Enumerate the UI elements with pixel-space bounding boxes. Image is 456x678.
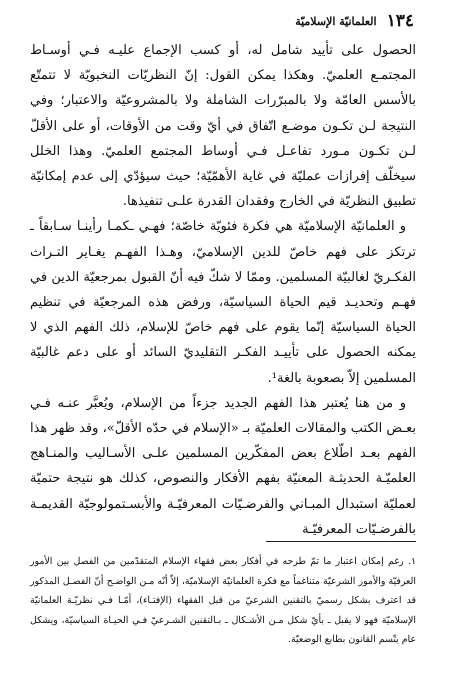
footnote: ١. رغم إمكان اعتبار ما تمّ طرحه في أفكار بعض فقهاء الإسلام المتقدّمين من الفصل بين الأمور العرفيّة والأمور الشرعيّة متناغماً مع فكرة العلمانيّة الإسلاميّة، إلاّ أنّه مـن الواضـح أنّ الفصـل المذكور قد اعترف بشكل رسميّ بالتقنين الشرعيّ من قبل الفقهاء (الإفتـاء)، أمّـا فـي نظريّـة العلمانيّة الإسلاميّة فهو لا يقبل ـ بأيّ شكل مـن الأشـكال ـ بـالتقنين الشـرعيّ فـي الحيـاة السياسيّة، ويشكل عام يتّسم القانون بطابع الوضعيّة. bbox=[30, 556, 416, 645]
running-title: العلمانيّة الإسلاميّة bbox=[295, 14, 377, 28]
paragraph: الحصول على تأييد شامل له، أو كسب الإجماع عليـه فـي أوسـاط المجتمـع العلميّ. وهكذا يمكن القول: إنّ النظريّات النخبويّة لا تتمتّع بالأسس العامّة ولا بالمبرّرات الشاملة ولا بالمشروعيّة والاعتبار؛ وفي النتيجة لـن تكـون موضـع اتّفاق في أيّ وقت من الأوقات، أو على الأقلّ لـن تكـون مـورد تفاعـل فـي أوساط المجتمع العلميّ. وهذا الخلل سيخلّف إفرازات عمليّة في غاية الأهمّيّة؛ حيث سيؤدّي إلى عدم إمكانيّة تطبيق النظريّة في الخارج وفقدان القدرة علـى تنفيذها. bbox=[30, 43, 416, 210]
page-number: ١٣٤ bbox=[386, 11, 414, 31]
page-header bbox=[40, 6, 414, 36]
paragraph: و العلمانيّة الإسلاميّة هي فكرة فئويّة خاصّة؛ فهـي ـكمـا رأينـا سـابقاً ـ ترتكز على فهم خاصّ للدين الإسلاميّ، وهـذا الفهـم يغـاير التـراث الفكـريّ لغالبيّة المسلمين. وممّا لا شكّ فيه أنّ القبول بمرجعيّة الدين في فهـم وتحديـد قيم الحياة السياسيّة، ورفض هذه المرجعيّة في تنظيم الحياة السياسيّة إنّما يقوم على فهم خاصّ للإسلام، ذلك الفهم الذي لا يمكنه الحصول على تأييـد الفكـر التقليديّ السائد أو على دعم غالبيّة المسلمين إلاّ بصعوبة بالغة¹. bbox=[30, 219, 416, 386]
footnotes bbox=[30, 552, 416, 650]
paragraph: و من هنا يُعتبر هذا الفهم الجديد جزءاً من الإسلام، ويُعبَّر عنـه فـي بعـض الكتب والمقالات العلميّة بـ «الإسلام في حدّه الأقلّ»، وقد ظهر هذا الفهم بعـد اطّلاع بعض المفكّرين المسلمين علـى الأسـاليب والمنـاهج العلميّـة الحديثـة المعنيّة بفهم الأفكار والنصوص، كذلك هو نتيجة حتميّة لعمليّة استبدال المبـاني والفرضـيّات المعرفيّـة والأبسـتمولوجيّة القديمـة بالفرضـيّات المعرفيّـة bbox=[30, 395, 416, 537]
footnote-separator bbox=[266, 541, 416, 542]
body-text bbox=[30, 38, 416, 542]
